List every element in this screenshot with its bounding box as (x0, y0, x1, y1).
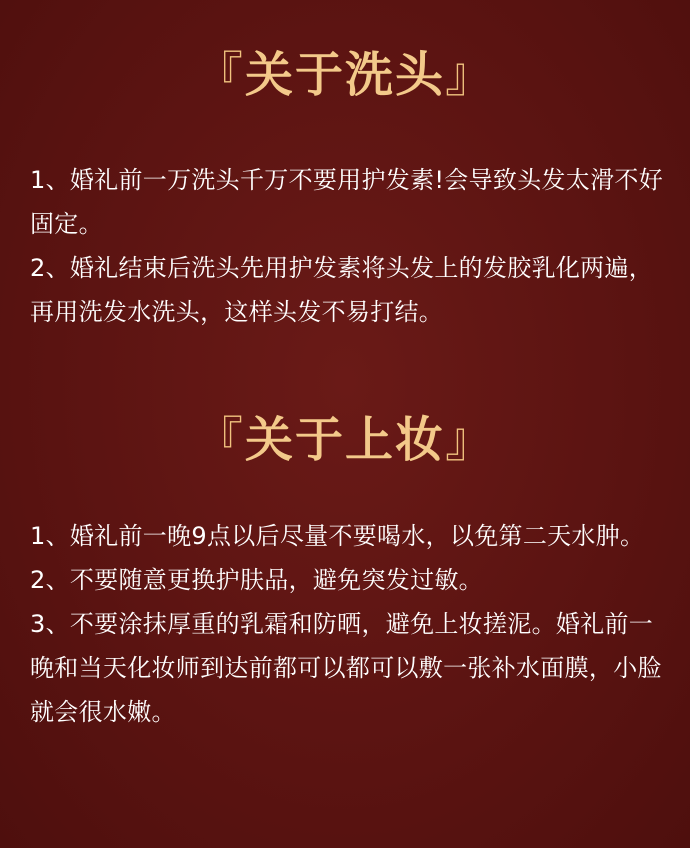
section-title-makeup (0, 410, 690, 470)
title-text: 关于洗头 (244, 47, 445, 103)
title-close-bracket: 』 (445, 412, 496, 468)
title-text: 关于上妆 (244, 412, 445, 468)
list-item: 1、婚礼前一晚9点以后尽量不要喝水，以免第二天水肿。 (30, 522, 645, 550)
hair-washing-tips-list (30, 158, 670, 334)
section-title-hair-washing (0, 45, 690, 105)
list-item: 1、婚礼前一万洗头千万不要用护发素!会导致头发太滑不好固定。 (30, 166, 663, 238)
title-close-bracket: 』 (445, 47, 496, 103)
title-open-bracket: 『 (194, 47, 245, 103)
makeup-tips-list (30, 514, 670, 734)
list-item: 2、不要随意更换护肤品，避免突发过敏。 (30, 566, 483, 594)
list-item: 2、婚礼结束后洗头先用护发素将头发上的发胶乳化两遍，再用洗发水洗头，这样头发不易打结。 (30, 254, 654, 326)
list-item: 3、不要涂抹厚重的乳霜和防晒，避免上妆搓泥。婚礼前一晚和当天化妆师到达前都可以都可以敷一张补水面膜，小脸就会很水嫩。 (30, 610, 662, 726)
title-open-bracket: 『 (194, 412, 245, 468)
